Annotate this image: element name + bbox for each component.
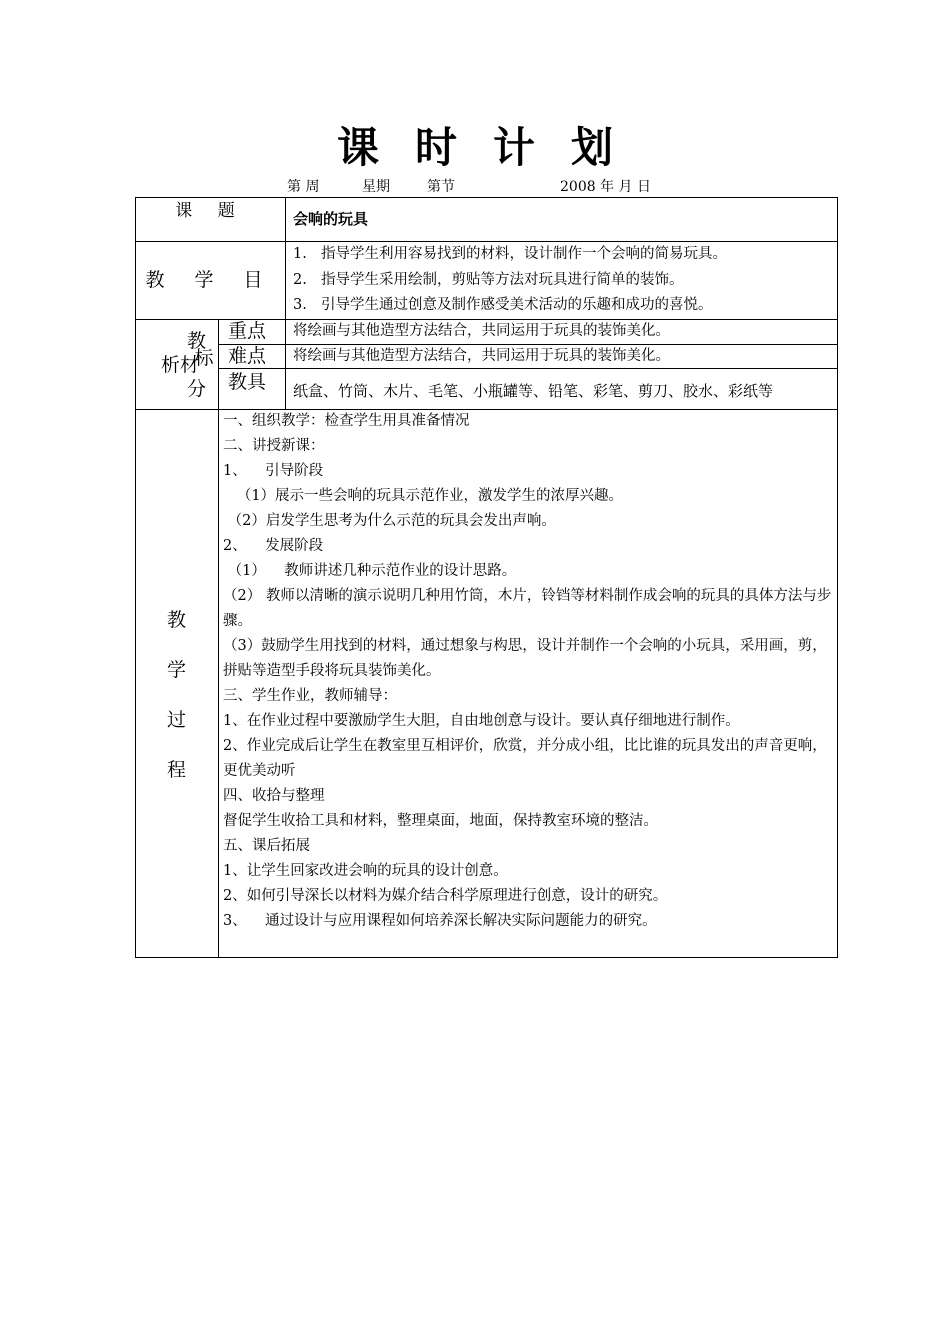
title-char: 时: [414, 123, 457, 172]
difficulty-label: 难点: [228, 345, 267, 367]
process-line: 二、讲授新课：: [223, 438, 325, 454]
period-field: 第节: [427, 179, 455, 195]
lesson-plan-table: [135, 197, 838, 958]
process-line: 四、收拾与整理: [223, 788, 325, 804]
row-divider: [218, 368, 838, 369]
date-line: [0, 176, 950, 196]
process-label-char: 教: [166, 609, 186, 631]
goal-item: [293, 293, 838, 319]
process-line: （1）展示一些会响的玩具示范作业，激发学生的浓厚兴趣。: [223, 488, 624, 504]
process-line: 2、 发展阶段: [223, 538, 324, 554]
goal-item: [293, 242, 838, 268]
goal-text: 指导学生利用容易找到的材料，设计制作一个会响的简易玩具。: [321, 246, 727, 262]
goal-number: 3.: [293, 297, 307, 313]
process-line: 督促学生收拾工具和材料，整理桌面，地面，保持教室环境的整洁。: [223, 813, 658, 829]
key-point-label: 重点: [228, 320, 267, 342]
process-line: 3、 通过设计与应用课程如何培养深长解决实际问题能力的研究。: [223, 913, 657, 929]
weekday-field: 星期: [362, 179, 390, 195]
page-title: [0, 118, 950, 178]
goal-text: 引导学生通过创意及制作感受美术活动的乐趣和成功的喜悦。: [321, 297, 713, 313]
goal-item: [293, 268, 838, 294]
goals-label: 教 学 目 标: [145, 269, 275, 369]
process-line: （3）鼓励学生用找到的材料，通过想象与构思，设计并制作一个会响的小玩具，采用画，剪，拼贴等造型手段将玩具装饰美化。: [223, 638, 827, 679]
process-line: 三、学生作业，教师辅导：: [223, 688, 397, 704]
date-field: 2008 年 月 日: [560, 179, 651, 195]
key-point-value: 将绘画与其他造型方法结合，共同运用于玩具的装饰美化。: [293, 323, 670, 339]
analysis-label-part: 析材: [161, 354, 200, 376]
analysis-label-part: 教: [187, 330, 207, 352]
tools-label: 教具: [228, 371, 267, 393]
column-divider: [218, 319, 219, 957]
goal-text: 指导学生采用绘制，剪贴等方法对玩具进行简单的装饰。: [321, 271, 684, 288]
topic-label: 课 题: [175, 201, 245, 221]
title-char: 计: [493, 123, 536, 172]
analysis-label-part: 分: [187, 378, 207, 400]
difficulty-value: 将绘画与其他造型方法结合，共同运用于玩具的装饰美化。: [293, 348, 670, 364]
process-line: 1、让学生回家改进会响的玩具的设计创意。: [223, 863, 508, 879]
process-label-char: 程: [166, 759, 186, 781]
topic-value: 会响的玩具: [293, 210, 369, 228]
process-line: 一、组织教学：检查学生用具准备情况: [223, 413, 470, 429]
title-char: 划: [571, 123, 614, 172]
process-line: （1） 教师讲述几种示范作业的设计思路。: [223, 563, 517, 579]
process-line: （2）启发学生思考为什么示范的玩具会发出声响。: [223, 513, 556, 529]
process-line: （2） 教师以清晰的演示说明几种用竹筒，木片，铃铛等材料制作成会响的玩具的具体方法与步骤。: [223, 588, 832, 629]
process-label-char: 学: [166, 659, 186, 681]
process-line: 五、课后拓展: [223, 838, 310, 854]
process-line: 2、如何引导深长以材料为媒介结合科学原理进行创意，设计的研究。: [223, 888, 668, 904]
title-char: 课: [336, 123, 379, 172]
process-content: [223, 409, 833, 934]
tools-value: 纸盒、竹筒、木片、毛笔、小瓶罐等、铅笔、彩笔、剪刀、胶水、彩纸等: [293, 382, 774, 400]
process-line: 1、在作业过程中要激励学生大胆，自由地创意与设计。要认真仔细地进行制作。: [223, 713, 740, 729]
table-border: [135, 957, 838, 958]
goal-number: 1.: [293, 246, 307, 262]
goals-list: [285, 242, 838, 319]
process-line: 2、作业完成后让学生在教室里互相评价，欣赏，并分成小组，比比谁的玩具发出的声音更响，更优美动听: [223, 738, 827, 779]
goal-number: 2.: [293, 271, 307, 288]
week-field: 第 周: [287, 179, 320, 195]
process-label-char: 过: [166, 709, 186, 731]
process-line: 1、 引导阶段: [223, 463, 324, 479]
process-label: [135, 595, 218, 795]
